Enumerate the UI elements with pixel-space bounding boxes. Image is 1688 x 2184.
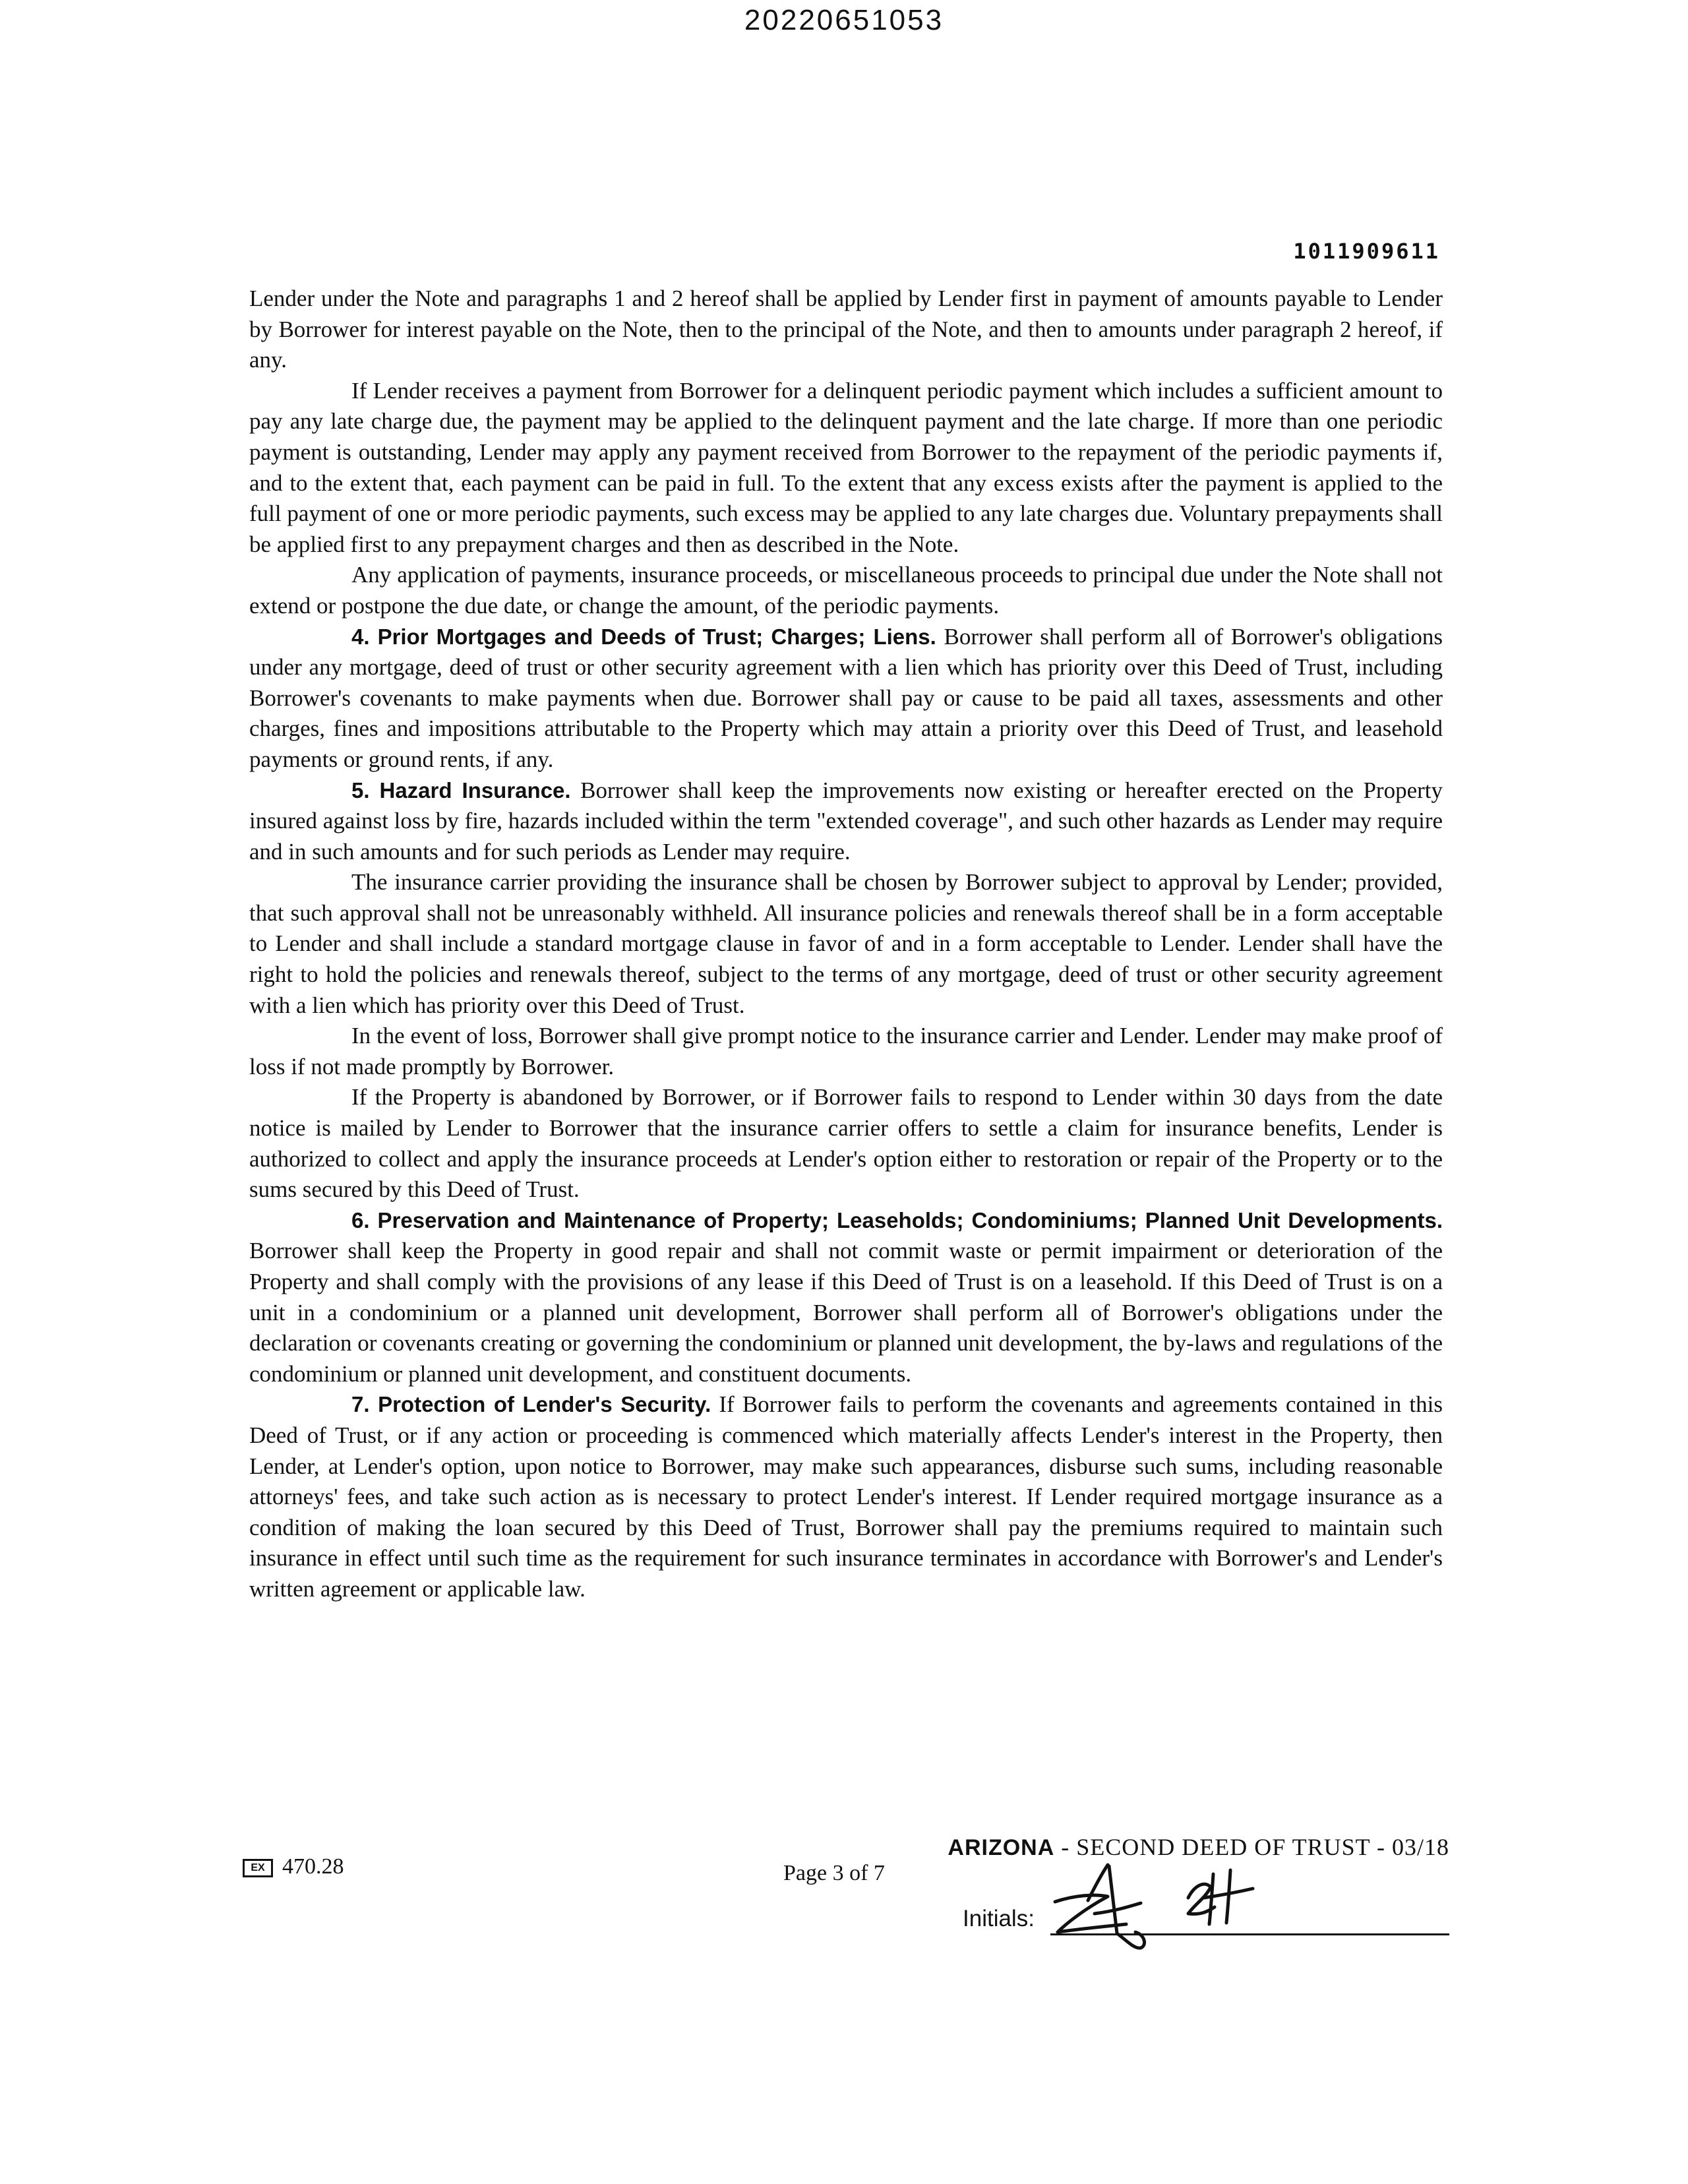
paragraph-application-of-payments: Any application of payments, insurance proceeds, or miscellaneous proceeds to principal due under the Note shall not extend or postpone the due date, or change the amount, of the periodic payments. xyxy=(249,562,1443,619)
paragraph-event-of-loss: In the event of loss, Borrower shall give prompt notice to the insurance carrier and Lender. Lender may make proof of loss if not made promptly by Borrower. xyxy=(249,1023,1443,1079)
section-5 xyxy=(249,775,1443,868)
section-6-text: Borrower shall keep the Property in good repair and shall not commit waste or permit impairment or deterioration of the Property and shall comply with the provisions of any lease if this Deed of Trust is on a leasehold. If this Deed of Trust is on a unit in a condominium or a planned unit development, Borrower shall perform all of Borrower's obligations under the declaration or covenants creating or governing the condominium or planned unit development, the by-laws and regulations of the condominium or planned unit development, and constituent documents. xyxy=(249,1238,1443,1387)
footer-state: ARIZONA xyxy=(948,1835,1055,1860)
section-5-text: Borrower shall keep the improvements now existing or hereafter erected on the Property insured against loss by fire, hazards included within the term "extended coverage", and such other hazards as Lender may require and in such amounts and for such periods as Lender may require. xyxy=(249,777,1443,864)
section-4 xyxy=(249,622,1443,775)
section-4-heading: 4. Prior Mortgages and Deeds of Trust; Charges; Liens. xyxy=(351,624,936,649)
paragraph-continuation: Lender under the Note and paragraphs 1 and 2 hereof shall be applied by Lender first in payment of amounts payable to Lender by Borrower for interest payable on the Note, then to the principal of the Note, and then to amounts under paragraph 2 hereof, if any. xyxy=(249,286,1443,373)
initials-signature-icon xyxy=(1048,1861,1273,1953)
recording-number: 20220651053 xyxy=(744,4,944,36)
section-6-heading: 6. Preservation and Maintenance of Property; Leaseholds; Condominiums; Planned Unit Developments. xyxy=(351,1207,1443,1232)
form-number-value: 470.28 xyxy=(282,1854,344,1879)
document-body xyxy=(249,284,1443,1605)
section-7-heading: 7. Protection of Lender's Security. xyxy=(351,1392,711,1417)
section-4-text: Borrower shall perform all of Borrower's obligations under any mortgage, deed of trust or other security agreement with a lien which has priority over this Deed of Trust, including Borrower's covenants to make payments when due. Borrower shall pay or cause to be paid all taxes, assessments and other charges, fines and impositions attributable to the Property which may attain a priority over this Deed of Trust, and leasehold payments or ground rents, if any. xyxy=(249,623,1443,772)
form-number xyxy=(243,1854,344,1879)
footer-doc-title: - SECOND DEED OF TRUST - 03/18 xyxy=(1054,1834,1449,1860)
page-number: Page 3 of 7 xyxy=(783,1861,885,1885)
initials-block xyxy=(963,1887,1449,1947)
loan-number: 1011909611 xyxy=(1293,239,1440,264)
paragraph-delinquent-payment: If Lender receives a payment from Borrower for a delinquent periodic payment which includes a sufficient amount to pay any late charge due, the payment may be applied to the delinquent payment and the late charge. If more than one periodic payment is outstanding, Lender may apply any payment received from Borrower to the repayment of the periodic payments if, and to the extent that, each payment can be paid in full. To the extent that any excess exists after the payment is applied to the full payment of one or more periodic payments, such excess may be applied to any late charges due. Voluntary prepayments shall be applied first to any prepayment charges and then as described in the Note. xyxy=(249,377,1443,557)
section-7 xyxy=(249,1389,1443,1604)
section-7-text: If Borrower fails to perform the covenants and agreements contained in this Deed of Trust, or if any action or proceeding is commenced which materially affects Lender's interest in the Property, then Lender, at Lender's option, upon notice to Borrower, may make such appearances, disburse such sums, including reasonable attorneys' fees, and take such action as is necessary to protect Lender's interest. If Lender required mortgage insurance as a condition of making the loan secured by this Deed of Trust, Borrower shall pay the premiums required to maintain such insurance in effect until such time as the requirement for such insurance terminates in accordance with Borrower's and Lender's written agreement or applicable law. xyxy=(249,1391,1443,1602)
paragraph-abandoned-property: If the Property is abandoned by Borrower, or if Borrower fails to respond to Lender within 30 days from the date notice is mailed by Lender to Borrower that the insurance carrier offers to settle a claim for insurance benefits, Lender is authorized to collect and apply the insurance proceeds at Lender's option either to restoration or repair of the Property or to the sums secured by this Deed of Trust. xyxy=(249,1084,1443,1203)
paragraph-insurance-carrier: The insurance carrier providing the insurance shall be chosen by Borrower subject to approval by Lender; provided, that such approval shall not be unreasonably withheld. All insurance policies and renewals thereof shall be in a form acceptable to Lender and shall include a standard mortgage clause in favor of and in a form acceptable to Lender. Lender shall have the right to hold the policies and renewals thereof, subject to the terms of any mortgage, deed of trust or other security agreement with a lien which has priority over this Deed of Trust. xyxy=(249,869,1443,1018)
initials-label: Initials: xyxy=(963,1906,1035,1931)
section-5-heading: 5. Hazard Insurance. xyxy=(351,777,571,803)
ex-logo-icon: EX xyxy=(243,1859,273,1877)
document-title-footer xyxy=(948,1833,1449,1861)
section-6 xyxy=(249,1205,1443,1390)
